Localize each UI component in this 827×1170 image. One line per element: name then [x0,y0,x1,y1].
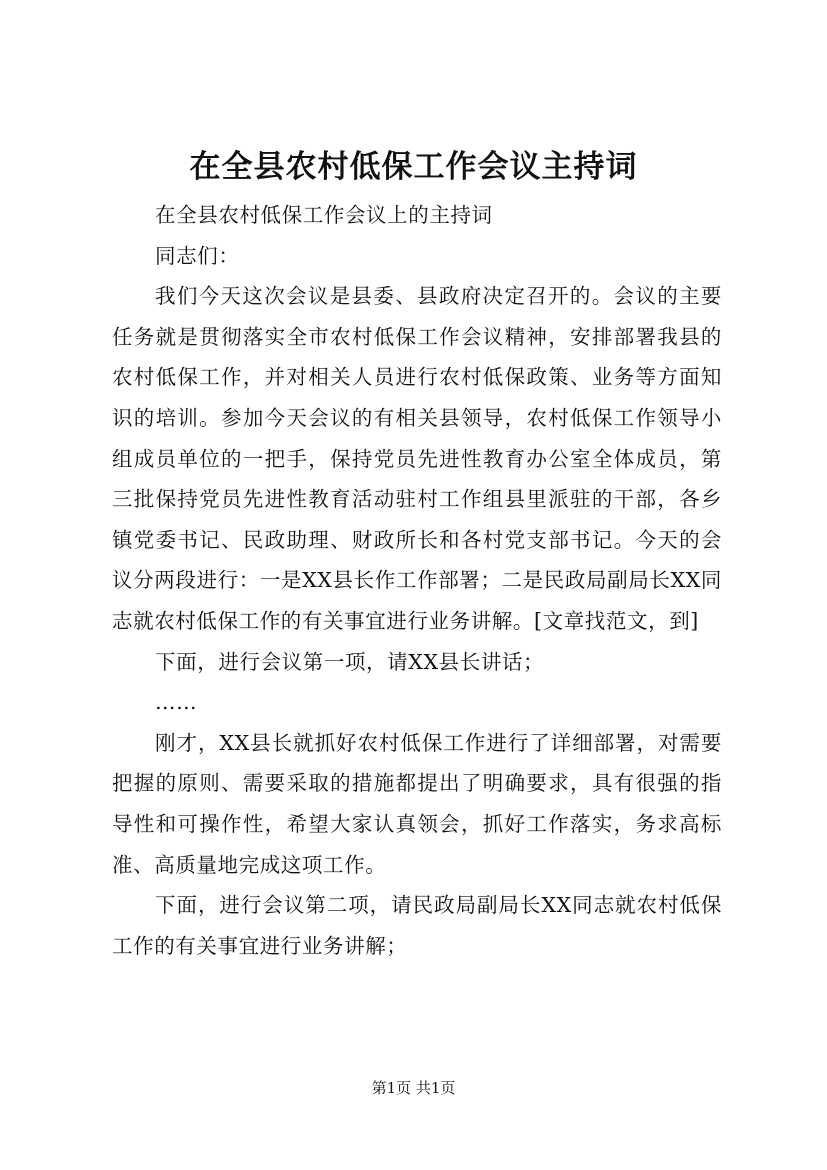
document-title: 在全县农村低保工作会议主持词 [189,149,638,185]
page-footer: 第1页 共1页 [371,1079,456,1097]
paragraph-intro: 我们今天这次会议是县委、县政府决定召开的。会议的主要任务就是贯彻落实全市农村低保工作会议精神，安排部署我县的农村低保工作，并对相关人员进行农村低保政策、业务等方面知识的培训。参加今天会议的有相关县领导，农村低保工作领导小组成员单位的一把手，保持党员先进性教育办公室全体成员，第三批保持党员先进性教育活动驻村工作组县里派驻的干部，各乡镇党委书记、民政助理、财政所长和各村党支部书记。今天的会议分两段进行：一是XX县长作工作部署；二是民政局副局长XX同志就农村低保工作的有关事宜进行业务讲解。[文章找范文，到] [112,284,722,633]
paragraph-item-two: 下面，进行会议第二项，请民政局副局长XX同志就农村低保工作的有关事宜进行业务讲解； [112,893,722,958]
paragraph-item-one: 下面，进行会议第一项，请XX县长讲话； [155,649,545,674]
paragraph-summary: 刚才，XX县长就抓好农村低保工作进行了详细部署，对需要把握的原则、需要采取的措施都提出了明确要求，具有很强的指导性和可操作性，希望大家认真领会，抓好工作落实，务求高标准、高质量地完成这项工作。 [112,730,722,877]
paragraph-salutation: 同志们： [155,243,240,268]
document-body [112,195,722,966]
paragraph-subtitle: 在全县农村低保工作会议上的主持词 [155,203,493,227]
paragraph-ellipsis: …… [155,690,198,715]
